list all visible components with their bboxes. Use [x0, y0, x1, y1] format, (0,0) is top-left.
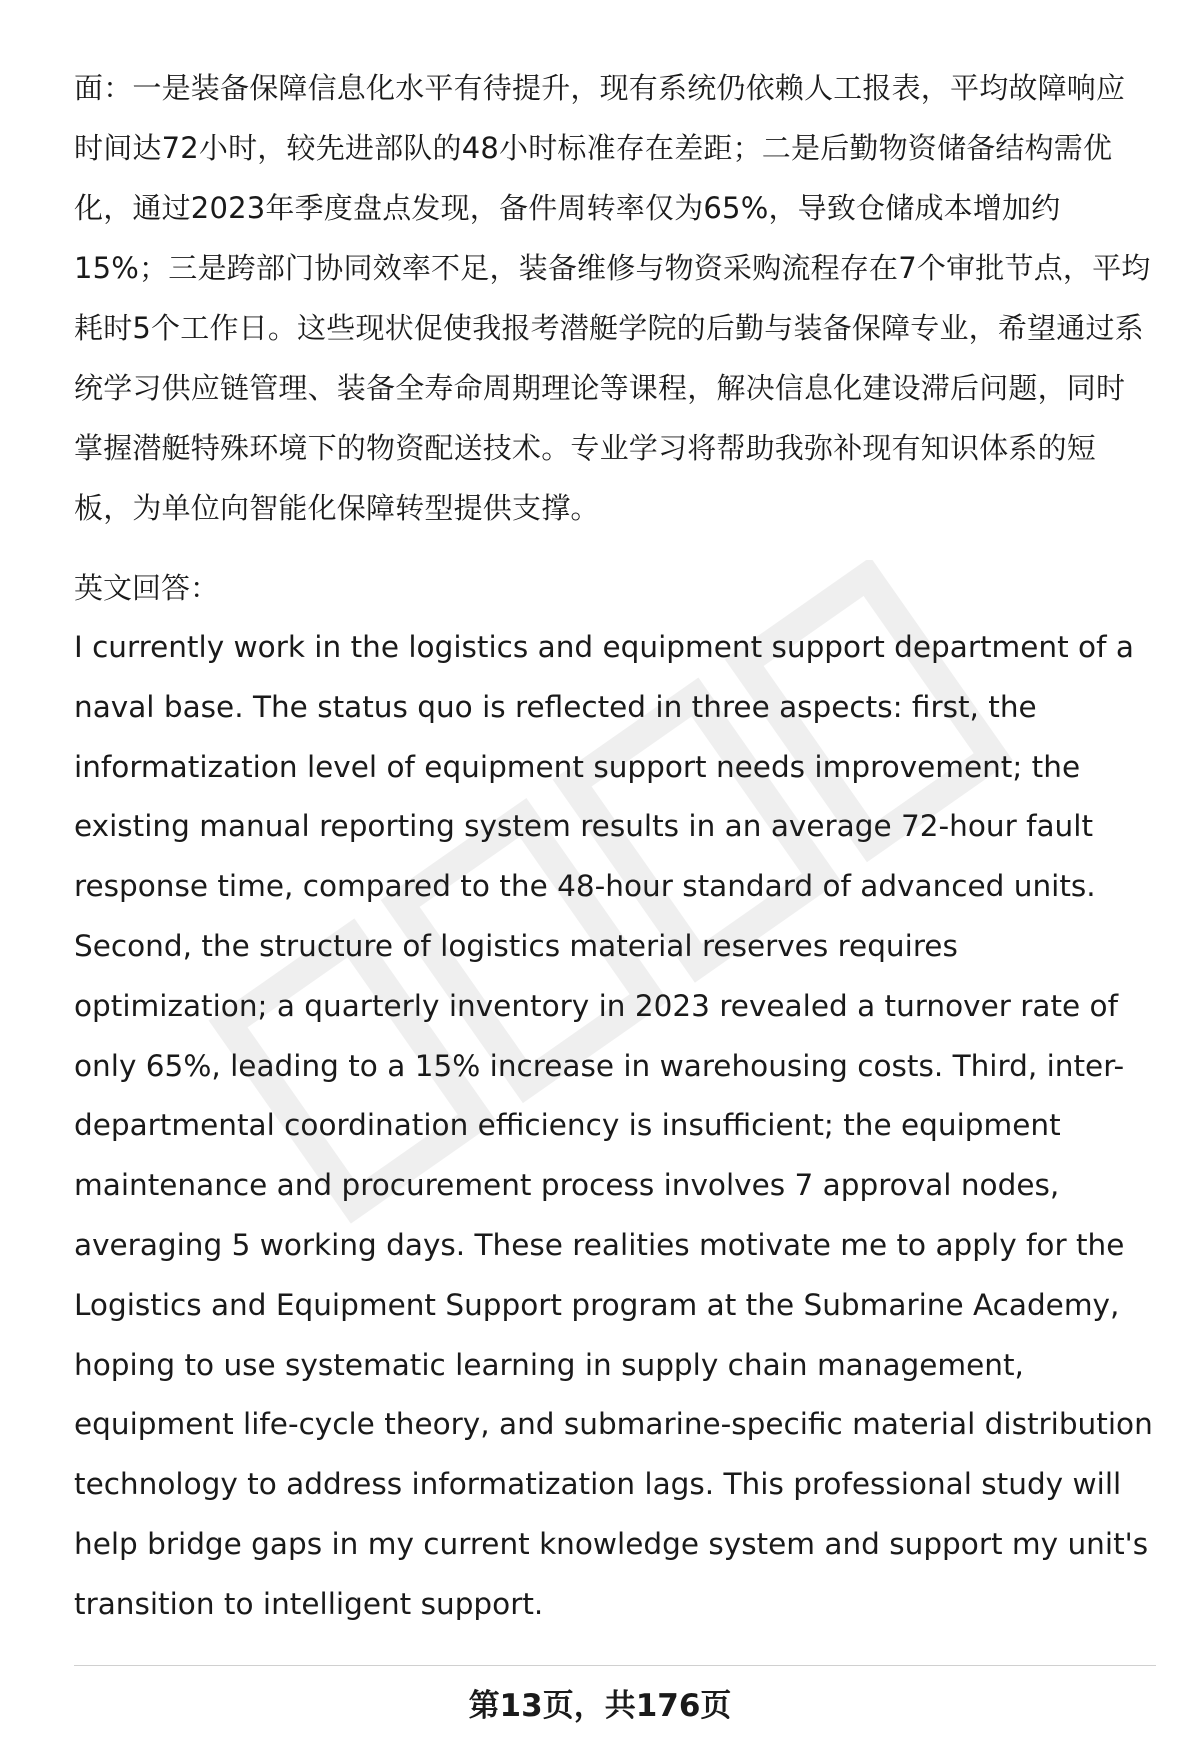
page-number-indicator: 第13页，共176页: [468, 1688, 732, 1724]
english-answer-paragraph: I currently work in the logistics and equipment support department of a naval base. The status quo is reflected in three aspects: first, the informatization level of equipment support needs improvement; the existing manual reporting system results in an average 72-hour fault response time, compared to the 48-hour standard of advanced units. Second, the structure of logistics material reserves requires optimization; a quarterly inventory in 2023 revealed a turnover rate of only 65%, leading to a 15% increase in warehousing costs. Third, inter-departmental coordination efficiency is insufficient; the equipment maintenance and procurement process involves 7 approval nodes, averaging 5 working days. These realities motivate me to apply for the Logistics and Equipment Support program at the Submarine Academy, hoping to use systematic learning in supply chain management, equipment life-cycle theory, and submarine-specific material distribution technology to address informatization lags. This professional study will help bridge gaps in my current knowledge system and support my unit's transition to intelligent support.: [74, 630, 1153, 1621]
chinese-answer-paragraph: 面：一是装备保障信息化水平有待提升，现有系统仍依赖人工报表，平均故障响应时间达72小时，较先进部队的48小时标准存在差距；二是后勤物资储备结构需优化，通过2023年季度盘点发现，备件周转率仅为65%，导致仓储成本增加约15%；三是跨部门协同效率不足，装备维修与物资采购流程存在7个审批节点，平均耗时5个工作日。这些现状促使我报考潜艇学院的后勤与装备保障专业，希望通过系统学习供应链管理、装备全寿命周期理论等课程，解决信息化建设滞后问题，同时掌握潜艇特殊环境下的物资配送技术。专业学习将帮助我弥补现有知识体系的短板，为单位向智能化保障转型提供支撑。: [74, 71, 1151, 525]
footer-divider: [74, 1665, 1156, 1666]
english-answer-label: 英文回答：: [74, 571, 220, 605]
